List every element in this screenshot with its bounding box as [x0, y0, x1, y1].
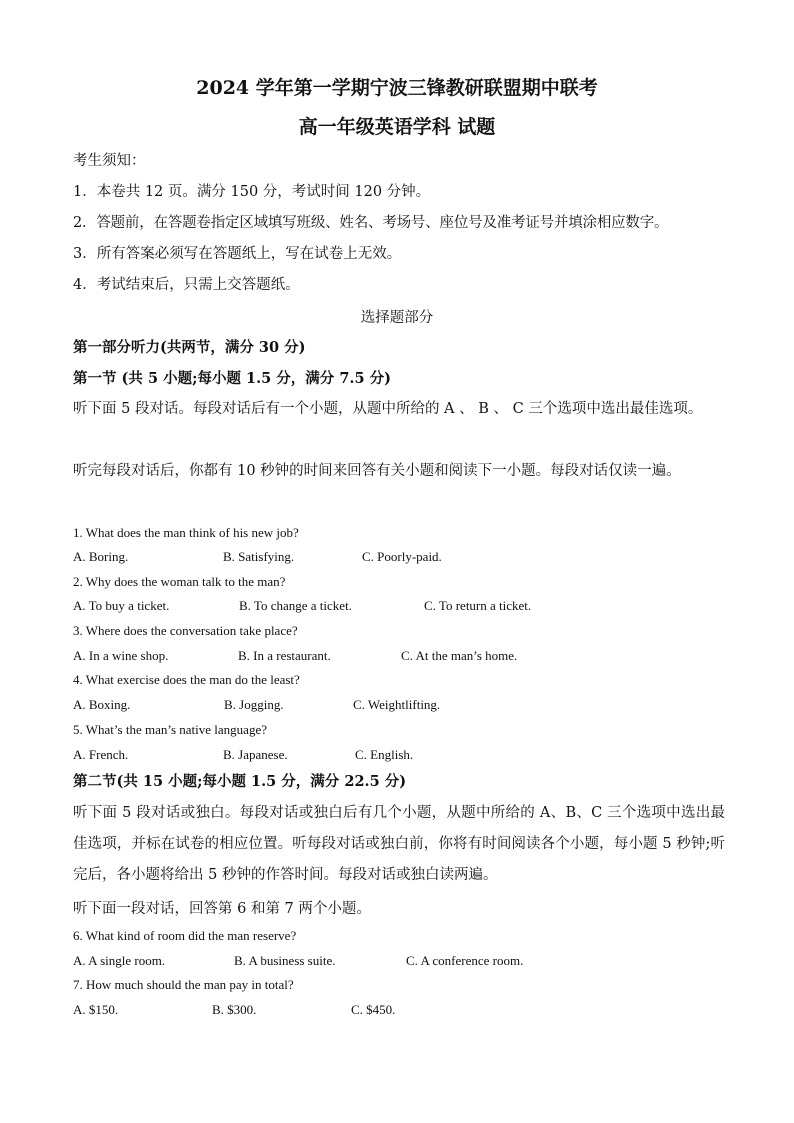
exam-subtitle: 高一年级英语学科 试题: [298, 116, 496, 138]
notice-item: 2．答题前，在答题卷指定区域填写班级、姓名、考场号、座位号及准考证号并填涂相应数字。: [73, 215, 669, 231]
notice-item: 1．本卷共 12 页。满分 150 分，考试时间 120 分钟。: [73, 184, 431, 200]
option-c: C. $450.: [351, 1002, 396, 1017]
exam-title: 2024 学年第一学期宁波三锋教研联盟期中联考: [196, 77, 598, 99]
option-b: B. In a restaurant.: [238, 648, 331, 663]
question-text: 5. What’s the man’s native language?: [73, 722, 267, 737]
option-b: B. Jogging.: [224, 697, 284, 712]
option-a: A. To buy a ticket.: [73, 598, 170, 613]
option-a: A. Boring.: [73, 549, 129, 564]
option-b: B. To change a ticket.: [239, 598, 352, 613]
option-a: A. $150.: [73, 1002, 119, 1017]
option-b: B. Japanese.: [223, 747, 288, 762]
question-text: 2. Why does the woman talk to the man?: [73, 574, 286, 589]
section1-instruction: 听完每段对话后，你都有 10 秒钟的时间来回答有关小题和阅读下一小题。每段对话仅读一遍。: [73, 463, 681, 479]
part1-title: 第一部分听力(共两节，满分 30 分): [73, 339, 306, 356]
option-c: C. At the man’s home.: [401, 648, 518, 663]
notice-heading: 考生须知：: [73, 153, 146, 169]
option-c: C. Weightlifting.: [353, 697, 441, 712]
notice-item: 4．考试结束后，只需上交答题纸。: [73, 277, 300, 293]
section2-instruction: 听下面 5 段对话或独白。每段对话或独白后有几个小题，从题中所给的 A、B、C 三个选项中选出最佳选项，并标在试卷的相应位置。听每段对话或独白前，你将有时间阅读各个小题，每小题 5 秒钟;听完后，各小题将给出 5 秒钟的作答时间。每段对话或独白读两遍。: [73, 805, 725, 883]
option-c: C. English.: [355, 747, 414, 762]
section2-sub-instruction: 听下面一段对话，回答第 6 和第 7 两个小题。: [73, 901, 371, 917]
question-text: 6. What kind of room did the man reserve?: [73, 928, 297, 943]
option-c: C. Poorly-paid.: [362, 549, 442, 564]
question-text: 7. How much should the man pay in total?: [73, 977, 294, 992]
option-b: B. $300.: [212, 1002, 257, 1017]
option-c: C. To return a ticket.: [424, 598, 532, 613]
section1-title: 第一节 (共 5 小题;每小题 1.5 分，满分 7.5 分): [73, 370, 391, 387]
option-c: C. A conference room.: [406, 953, 524, 968]
question-text: 4. What exercise does the man do the least?: [73, 672, 300, 687]
option-a: A. French.: [73, 747, 129, 762]
question-text: 1. What does the man think of his new job?: [73, 525, 299, 540]
section1-instruction: 听下面 5 段对话。每段对话后有一个小题，从题中所给的 A 、 B 、 C 三个选项中选出最佳选项。: [73, 401, 703, 417]
question-text: 3. Where does the conversation take place?: [73, 623, 298, 638]
section-heading: 选择题部分: [360, 310, 434, 326]
option-a: A. A single room.: [73, 953, 166, 968]
section2-title: 第二节(共 15 小题;每小题 1.5 分，满分 22.5 分): [73, 773, 407, 790]
notice-item: 3．所有答案必须写在答题纸上，写在试卷上无效。: [73, 246, 402, 262]
option-b: B. Satisfying.: [223, 549, 295, 564]
option-a: A. In a wine shop.: [73, 648, 169, 663]
option-a: A. Boxing.: [73, 697, 131, 712]
option-b: B. A business suite.: [234, 953, 336, 968]
